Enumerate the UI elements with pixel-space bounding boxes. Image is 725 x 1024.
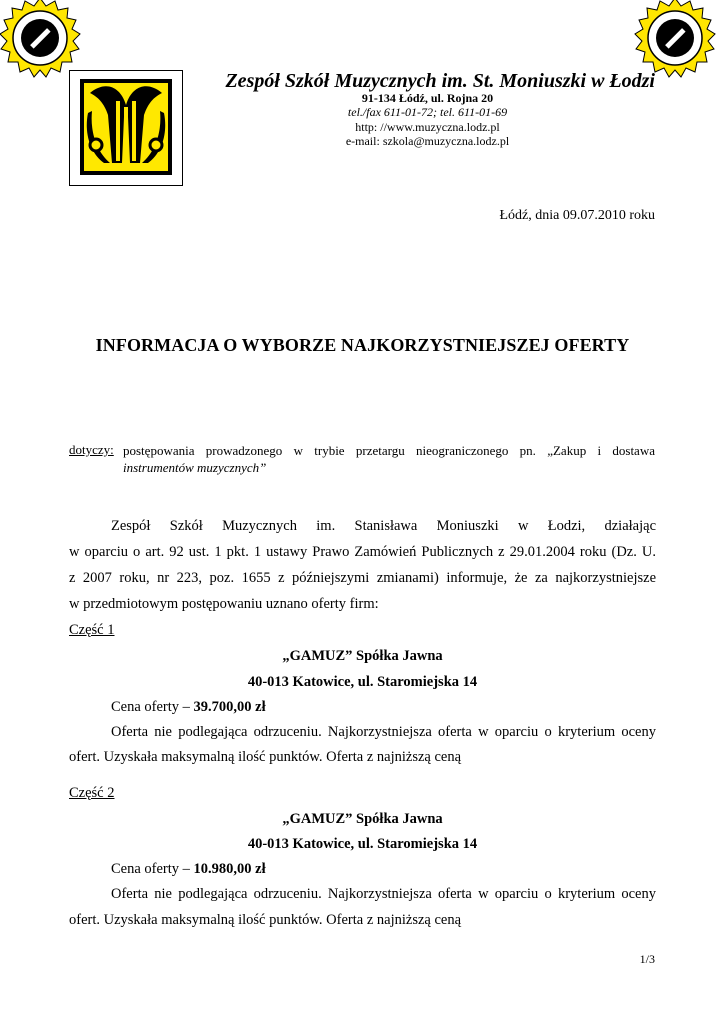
part-1-price <box>111 699 266 716</box>
school-website[interactable]: http: //www.muzyczna.lodz.pl <box>355 120 500 134</box>
document-date: Łódź, dnia 09.07.2010 roku <box>499 208 655 223</box>
school-name: Zespół Szkół Muzycznych im. St. Moniuszki w Łodzi <box>225 70 655 92</box>
abbyy-seal-left[interactable] <box>0 0 82 80</box>
intro-line: w przedmiotowym postępowaniu uznano oferty firm: <box>69 596 379 612</box>
dotyczy-text-line2: instrumentów muzycznych” <box>123 460 267 475</box>
part-1-label: Część 1 <box>69 622 115 638</box>
part-1-desc-line: Oferta nie podlegająca odrzuceniu. Najkorzystniejsza oferta w oparciu o kryterium oceny <box>111 724 656 740</box>
part-2-desc-line: ofert. Uzyskała maksymalną ilość punktów. Oferta z najniższą ceną <box>69 912 462 928</box>
lyre-logo-icon <box>70 71 182 185</box>
part-2-price <box>111 861 266 878</box>
part-1-desc-line: ofert. Uzyskała maksymalną ilość punktów. Oferta z najniższą ceną <box>69 749 462 765</box>
price-value: 39.700,00 zł <box>193 699 266 715</box>
price-label: Cena oferty – <box>111 699 194 715</box>
part-1-firm-name: „GAMUZ” Spółka Jawna <box>282 648 443 664</box>
school-address: 91-134 Łódź, ul. Rojna 20 <box>361 91 494 105</box>
part-2-desc-line: Oferta nie podlegająca odrzuceniu. Najkorzystniejsza oferta w oparciu o kryterium oceny <box>111 886 656 902</box>
price-label: Cena oferty – <box>111 861 194 877</box>
dotyczy-text-line1: postępowania prowadzonego w trybie przetargu nieograniczonego pn. „Zakup i dostawa <box>123 443 655 458</box>
abbyy-seal-icon <box>0 0 82 80</box>
school-email[interactable]: e-mail: szkola@muzyczna.lodz.pl <box>345 134 510 148</box>
intro-line: Zespół Szkół Muzycznych im. Stanisława Moniuszki w Łodzi, działając <box>111 518 656 534</box>
abbyy-seal-icon <box>633 0 717 80</box>
school-logo <box>69 70 183 186</box>
dotyczy-label: dotyczy: <box>69 442 114 457</box>
part-2-label: Część 2 <box>69 785 115 801</box>
page-number: 1/3 <box>639 952 655 966</box>
part-1-firm-address: 40-013 Katowice, ul. Staromiejska 14 <box>247 674 478 690</box>
part-2-firm-name: „GAMUZ” Spółka Jawna <box>282 811 443 827</box>
document-title: INFORMACJA O WYBORZE NAJKORZYSTNIEJSZEJ OFERTY <box>95 335 630 355</box>
intro-line: z 2007 roku, nr 223, poz. 1655 z późniejszymi zmianami) informuje, że za najkorzystniejsze <box>69 570 656 586</box>
abbyy-seal-right[interactable] <box>633 0 717 80</box>
intro-line: w oparciu o art. 92 ust. 1 pkt. 1 ustawy Prawo Zamówień Publicznych z 29.01.2004 roku (Dz. U. <box>69 544 656 560</box>
school-phone: tel./fax 611-01-72; tel. 611-01-69 <box>347 105 508 119</box>
price-value: 10.980,00 zł <box>193 861 266 877</box>
part-2-firm-address: 40-013 Katowice, ul. Staromiejska 14 <box>247 836 478 852</box>
